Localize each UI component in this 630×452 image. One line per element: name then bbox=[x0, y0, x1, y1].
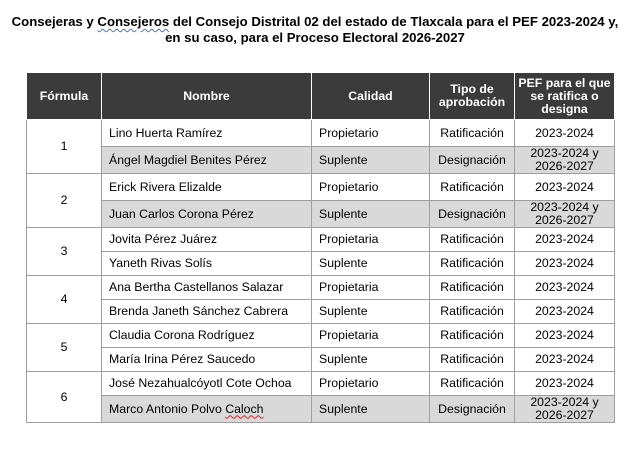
header-nombre: Nombre bbox=[102, 73, 312, 120]
tipo-cell: Ratificación bbox=[430, 300, 515, 324]
nombre-cell: Jovita Pérez Juárez bbox=[102, 228, 312, 252]
pef-cell: 2023-2024 bbox=[515, 348, 615, 372]
nombre-cell: María Irina Pérez Saucedo bbox=[102, 348, 312, 372]
tipo-cell: Ratificación bbox=[430, 252, 515, 276]
table-row bbox=[27, 300, 615, 324]
title-line-2: en su caso, para el Proceso Electoral 2026-2027 bbox=[165, 30, 465, 45]
table-row bbox=[27, 276, 615, 300]
tipo-cell: Designación bbox=[430, 201, 515, 228]
tipo-cell: Ratificación bbox=[430, 348, 515, 372]
calidad-cell: Suplente bbox=[312, 396, 430, 423]
nombre-cell: Erick Rivera Elizalde bbox=[102, 174, 312, 201]
header-tipo: Tipo de aprobación bbox=[430, 73, 515, 120]
nombre-cell: Brenda Janeth Sánchez Cabrera bbox=[102, 300, 312, 324]
nombre-part-underlined: Caloch bbox=[225, 401, 264, 416]
table-header-row bbox=[27, 73, 615, 120]
header-formula: Fórmula bbox=[27, 73, 102, 120]
table-row bbox=[27, 120, 615, 147]
tipo-cell: Ratificación bbox=[430, 372, 515, 396]
pef-cell: 2023-2024 y 2026-2027 bbox=[515, 396, 615, 423]
nombre-cell: Lino Huerta Ramírez bbox=[102, 120, 312, 147]
formula-cell: 4 bbox=[27, 276, 102, 324]
table-row bbox=[27, 201, 615, 228]
calidad-cell: Propietaria bbox=[312, 228, 430, 252]
formula-cell: 5 bbox=[27, 324, 102, 372]
title-text-part: del Consejo Distrital 02 del estado de Tlaxcala para el PEF 2023-2024 y, bbox=[169, 14, 619, 29]
tipo-cell: Ratificación bbox=[430, 228, 515, 252]
nombre-cell: José Nezahualcóyotl Cote Ochoa bbox=[102, 372, 312, 396]
calidad-cell: Propietario bbox=[312, 174, 430, 201]
nombre-part: Marco Antonio Polvo bbox=[109, 401, 226, 416]
tipo-cell: Ratificación bbox=[430, 276, 515, 300]
formula-cell: 2 bbox=[27, 174, 102, 228]
document-title bbox=[0, 14, 630, 46]
table-row bbox=[27, 252, 615, 276]
calidad-cell: Suplente bbox=[312, 300, 430, 324]
calidad-cell: Propietario bbox=[312, 120, 430, 147]
pef-cell: 2023-2024 bbox=[515, 120, 615, 147]
calidad-cell: Propietario bbox=[312, 372, 430, 396]
nombre-cell: Ana Bertha Castellanos Salazar bbox=[102, 276, 312, 300]
pef-cell: 2023-2024 bbox=[515, 324, 615, 348]
header-calidad: Calidad bbox=[312, 73, 430, 120]
pef-cell: 2023-2024 bbox=[515, 276, 615, 300]
formula-cell: 3 bbox=[27, 228, 102, 276]
nombre-cell: Claudia Corona Rodríguez bbox=[102, 324, 312, 348]
table-row bbox=[27, 147, 615, 174]
nombre-cell: Ángel Magdiel Benites Pérez bbox=[102, 147, 312, 174]
calidad-cell: Propietaria bbox=[312, 276, 430, 300]
pef-cell: 2023-2024 bbox=[515, 372, 615, 396]
pef-cell: 2023-2024 y 2026-2027 bbox=[515, 147, 615, 174]
title-text-underlined: Consejeros bbox=[97, 14, 170, 29]
pef-cell: 2023-2024 bbox=[515, 174, 615, 201]
title-text-part: Consejeras y bbox=[11, 14, 98, 29]
title-line-1 bbox=[0, 14, 630, 30]
table-row bbox=[27, 174, 615, 201]
nombre-cell: Yaneth Rivas Solís bbox=[102, 252, 312, 276]
tipo-cell: Ratificación bbox=[430, 324, 515, 348]
pef-cell: 2023-2024 y 2026-2027 bbox=[515, 201, 615, 228]
table-row bbox=[27, 324, 615, 348]
formula-cell: 6 bbox=[27, 372, 102, 423]
pef-cell: 2023-2024 bbox=[515, 252, 615, 276]
tipo-cell: Designación bbox=[430, 396, 515, 423]
calidad-cell: Suplente bbox=[312, 348, 430, 372]
tipo-cell: Ratificación bbox=[430, 120, 515, 147]
formula-cell: 1 bbox=[27, 120, 102, 174]
tipo-cell: Designación bbox=[430, 147, 515, 174]
pef-cell: 2023-2024 bbox=[515, 300, 615, 324]
nombre-cell: Juan Carlos Corona Pérez bbox=[102, 201, 312, 228]
calidad-cell: Propietaria bbox=[312, 324, 430, 348]
pef-cell: 2023-2024 bbox=[515, 228, 615, 252]
calidad-cell: Suplente bbox=[312, 201, 430, 228]
table-row bbox=[27, 396, 615, 423]
councilors-table bbox=[26, 72, 615, 423]
table-row bbox=[27, 348, 615, 372]
nombre-cell bbox=[102, 396, 312, 423]
calidad-cell: Suplente bbox=[312, 147, 430, 174]
table-row bbox=[27, 372, 615, 396]
header-pef: PEF para el que se ratifica o designa bbox=[515, 73, 615, 120]
tipo-cell: Ratificación bbox=[430, 174, 515, 201]
table-row bbox=[27, 228, 615, 252]
calidad-cell: Suplente bbox=[312, 252, 430, 276]
